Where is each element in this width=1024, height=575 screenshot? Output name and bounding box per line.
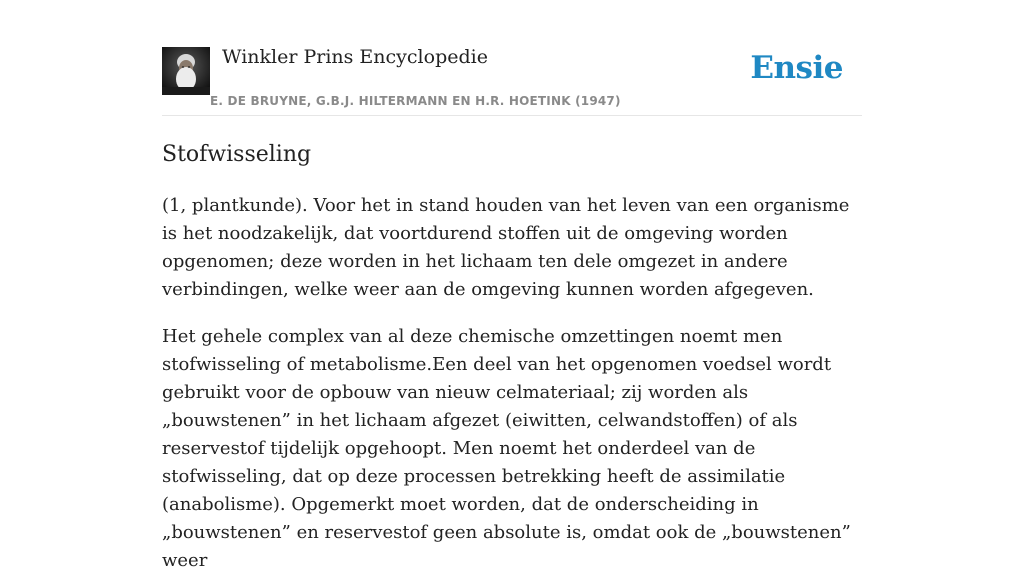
- author-avatar[interactable]: [162, 47, 210, 95]
- header: [162, 0, 862, 116]
- article-paragraph: Het gehele complex van al deze chemische omzettingen noemt men stofwisseling of metabolisme.Een deel van het opgenomen voedsel wordt gebruikt voor de opbouw van nieuw celmateriaal; zij worden als „bouwstenen” in het lichaam afgezet (eiwitten, celwandstoffen) of als reservestof tijdelijk opgehoopt. Men noemt het onderdeel van de stofwisseling, dat op deze processen betrekking heeft de assimilatie (anabolisme). Opgemerkt moet worden, dat de onderscheiding in „bouwstenen” en reservestof geen absolute is, omdat ook de „bouwstenen” weer: [162, 326, 851, 571]
- site-title-link[interactable]: Winkler Prins Encyclopedie: [222, 46, 488, 68]
- article-paragraph: (1, plantkunde). Voor het in stand houden van het leven van een organisme is het noodzakelijk, dat voortdurend stoffen uit de omgeving worden opgenomen; deze worden in het lichaam ten dele omgezet in andere verbindingen, welke weer aan de omgeving kunnen worden afgegeven.: [162, 195, 850, 300]
- article-title: Stofwisseling: [162, 142, 312, 167]
- portrait-image: [162, 47, 210, 95]
- ensie-logo-link[interactable]: Ensie: [750, 50, 843, 86]
- authors-line: E. DE BRUYNE, G.B.J. HILTERMANN EN H.R. HOETINK (1947): [210, 94, 621, 108]
- content-container: [162, 0, 862, 575]
